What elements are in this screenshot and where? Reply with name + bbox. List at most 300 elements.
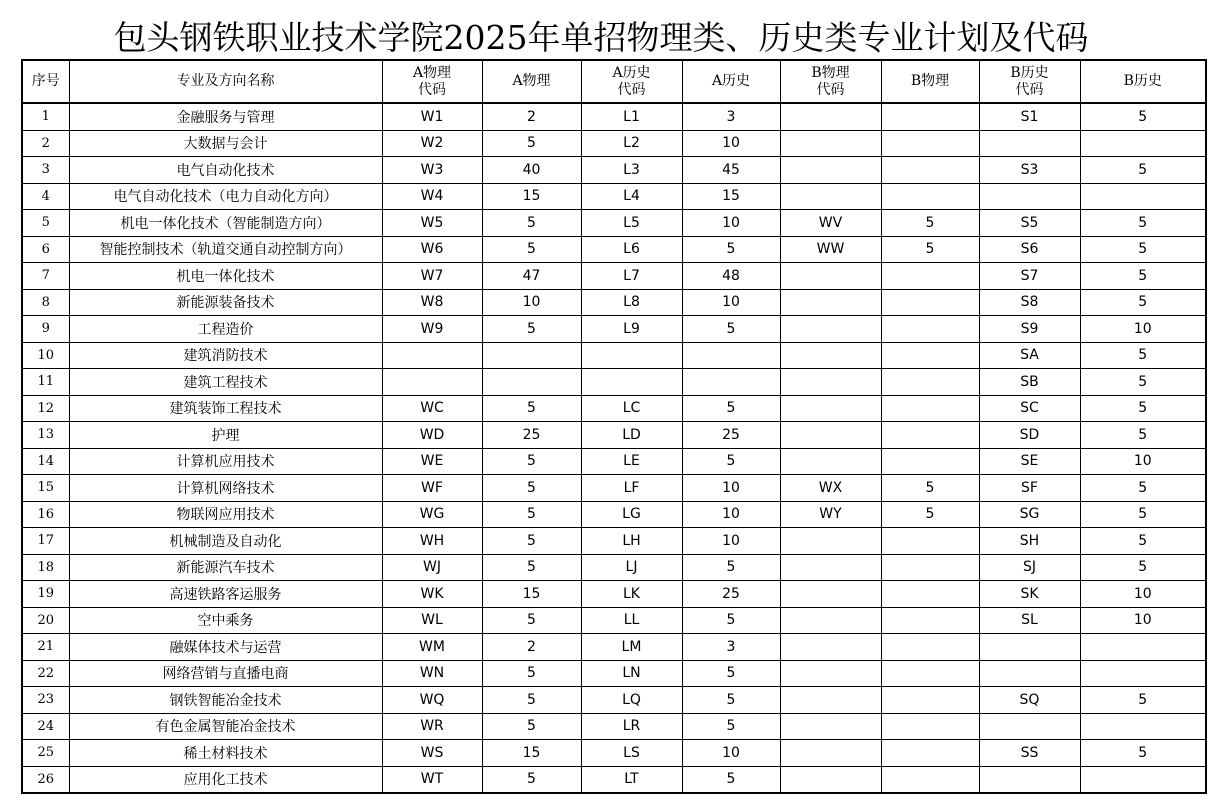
cell-b-history-code: SJ (979, 554, 1080, 581)
cell-index: 6 (22, 236, 69, 263)
cell-b-history-code: SB (979, 369, 1080, 396)
cell-a-physics-code (382, 369, 482, 396)
cell-a-physics-count: 5 (482, 687, 581, 714)
table-row (22, 634, 1206, 661)
cell-a-physics-count: 5 (482, 316, 581, 343)
cell-a-history-count: 5 (682, 713, 780, 740)
header-a-history-code (581, 60, 682, 103)
header-line: B历史 (1123, 73, 1162, 89)
cell-a-history-count: 10 (682, 528, 780, 555)
cell-major-name: 建筑工程技术 (69, 369, 382, 396)
cell-a-history-count: 3 (682, 103, 780, 130)
cell-index: 10 (22, 342, 69, 369)
cell-a-physics-code: WF (382, 475, 482, 502)
cell-major-name: 应用化工技术 (69, 766, 382, 793)
cell-index: 21 (22, 634, 69, 661)
cell-b-physics-code (780, 130, 881, 157)
cell-major-name: 电气自动化技术 (69, 157, 382, 184)
cell-a-physics-count (482, 369, 581, 396)
cell-b-physics-code (780, 607, 881, 634)
table-row (22, 342, 1206, 369)
cell-a-physics-count: 5 (482, 501, 581, 528)
cell-a-history-count: 5 (682, 766, 780, 793)
cell-index: 1 (22, 103, 69, 130)
cell-major-name: 融媒体技术与运营 (69, 634, 382, 661)
cell-index: 8 (22, 289, 69, 316)
cell-b-history-count: 10 (1080, 448, 1206, 475)
cell-a-physics-count: 5 (482, 713, 581, 740)
cell-b-history-code: S8 (979, 289, 1080, 316)
cell-index: 5 (22, 210, 69, 237)
cell-a-physics-count: 5 (482, 130, 581, 157)
cell-b-history-code: SF (979, 475, 1080, 502)
cell-index: 14 (22, 448, 69, 475)
cell-a-history-count: 25 (682, 581, 780, 608)
cell-a-physics-count: 5 (482, 607, 581, 634)
cell-a-physics-code: WL (382, 607, 482, 634)
cell-a-physics-code: W6 (382, 236, 482, 263)
table-row (22, 766, 1206, 793)
cell-b-physics-count (881, 634, 979, 661)
cell-a-physics-count: 25 (482, 422, 581, 449)
table-row (22, 395, 1206, 422)
cell-b-physics-count (881, 342, 979, 369)
cell-a-history-code: LG (581, 501, 682, 528)
cell-b-history-code (979, 660, 1080, 687)
cell-index: 4 (22, 183, 69, 210)
cell-b-physics-code (780, 634, 881, 661)
cell-a-history-count: 10 (682, 210, 780, 237)
cell-b-history-count (1080, 130, 1206, 157)
cell-b-physics-count (881, 316, 979, 343)
cell-index: 26 (22, 766, 69, 793)
table-row (22, 263, 1206, 290)
table-row (22, 448, 1206, 475)
cell-b-history-count: 5 (1080, 395, 1206, 422)
cell-major-name: 高速铁路客运服务 (69, 581, 382, 608)
table-row (22, 157, 1206, 184)
cell-a-physics-count: 5 (482, 660, 581, 687)
cell-a-history-code: L8 (581, 289, 682, 316)
cell-a-history-code: L9 (581, 316, 682, 343)
cell-b-history-count: 5 (1080, 103, 1206, 130)
cell-a-physics-count: 5 (482, 448, 581, 475)
cell-index: 9 (22, 316, 69, 343)
cell-a-history-count: 5 (682, 236, 780, 263)
cell-a-physics-code: W4 (382, 183, 482, 210)
cell-major-name: 物联网应用技术 (69, 501, 382, 528)
cell-b-history-code: S9 (979, 316, 1080, 343)
cell-a-physics-code: W5 (382, 210, 482, 237)
table-row (22, 210, 1206, 237)
cell-a-history-code: LH (581, 528, 682, 555)
cell-major-name: 金融服务与管理 (69, 103, 382, 130)
cell-b-history-count: 5 (1080, 740, 1206, 767)
cell-a-physics-code: WG (382, 501, 482, 528)
cell-b-physics-code (780, 740, 881, 767)
cell-a-history-count: 5 (682, 607, 780, 634)
header-line: 代码 (1015, 81, 1044, 98)
cell-a-physics-count: 5 (482, 554, 581, 581)
cell-a-history-code: L7 (581, 263, 682, 290)
cell-b-physics-code: WY (780, 501, 881, 528)
cell-a-physics-count (482, 342, 581, 369)
cell-b-history-code: SA (979, 342, 1080, 369)
cell-b-physics-code (780, 103, 881, 130)
header-line: B物理 (811, 64, 850, 81)
cell-b-physics-count (881, 581, 979, 608)
cell-b-physics-code: WV (780, 210, 881, 237)
cell-a-physics-code: WM (382, 634, 482, 661)
cell-a-physics-code: WR (382, 713, 482, 740)
table-row (22, 607, 1206, 634)
table-row (22, 289, 1206, 316)
cell-a-physics-code: W7 (382, 263, 482, 290)
header-b-physics-code (780, 60, 881, 103)
cell-a-history-count: 48 (682, 263, 780, 290)
cell-a-physics-count: 5 (482, 475, 581, 502)
table-row (22, 713, 1206, 740)
cell-b-history-count (1080, 183, 1206, 210)
cell-a-history-code: LD (581, 422, 682, 449)
cell-b-physics-code (780, 713, 881, 740)
cell-index: 11 (22, 369, 69, 396)
cell-a-history-code: L1 (581, 103, 682, 130)
cell-a-physics-code: WK (382, 581, 482, 608)
cell-a-history-code: LJ (581, 554, 682, 581)
cell-b-physics-count (881, 766, 979, 793)
cell-a-physics-count: 5 (482, 395, 581, 422)
cell-b-history-count (1080, 660, 1206, 687)
cell-major-name: 建筑消防技术 (69, 342, 382, 369)
cell-a-history-count: 5 (682, 395, 780, 422)
cell-a-history-count (682, 342, 780, 369)
cell-b-physics-code (780, 395, 881, 422)
cell-a-history-count: 3 (682, 634, 780, 661)
cell-b-history-code: SG (979, 501, 1080, 528)
header-index (22, 60, 69, 103)
header-b-history-code (979, 60, 1080, 103)
table-row (22, 554, 1206, 581)
cell-b-physics-count (881, 528, 979, 555)
cell-a-history-count: 10 (682, 740, 780, 767)
cell-index: 13 (22, 422, 69, 449)
header-line: 代码 (617, 81, 646, 98)
table-row (22, 528, 1206, 555)
cell-a-physics-count: 15 (482, 740, 581, 767)
table-row (22, 130, 1206, 157)
cell-index: 20 (22, 607, 69, 634)
cell-b-history-count: 5 (1080, 528, 1206, 555)
cell-a-physics-count: 10 (482, 289, 581, 316)
cell-a-history-code: LF (581, 475, 682, 502)
cell-b-history-code: SK (979, 581, 1080, 608)
cell-b-physics-count: 5 (881, 236, 979, 263)
cell-index: 3 (22, 157, 69, 184)
cell-a-physics-count: 40 (482, 157, 581, 184)
cell-b-history-count: 10 (1080, 581, 1206, 608)
cell-major-name: 有色金属智能冶金技术 (69, 713, 382, 740)
table-row (22, 660, 1206, 687)
cell-a-physics-code: WT (382, 766, 482, 793)
cell-a-history-code: L2 (581, 130, 682, 157)
cell-a-physics-count: 15 (482, 581, 581, 608)
cell-a-history-code: L6 (581, 236, 682, 263)
table-row (22, 422, 1206, 449)
cell-a-history-code: LR (581, 713, 682, 740)
cell-a-history-count: 15 (682, 183, 780, 210)
table-row (22, 316, 1206, 343)
cell-a-physics-count: 5 (482, 766, 581, 793)
cell-b-physics-count (881, 687, 979, 714)
cell-a-physics-code: WD (382, 422, 482, 449)
cell-b-physics-count (881, 103, 979, 130)
cell-a-history-code: LM (581, 634, 682, 661)
cell-b-physics-code (780, 342, 881, 369)
table-row (22, 475, 1206, 502)
cell-b-physics-code (780, 528, 881, 555)
header-line: 专业及方向名称 (176, 73, 275, 89)
cell-b-history-count: 10 (1080, 607, 1206, 634)
cell-index: 12 (22, 395, 69, 422)
header-line: 代码 (816, 81, 845, 98)
cell-a-physics-code (382, 342, 482, 369)
header-line: A历史 (711, 73, 751, 89)
cell-a-history-code: L3 (581, 157, 682, 184)
cell-b-physics-code (780, 157, 881, 184)
cell-major-name: 护理 (69, 422, 382, 449)
cell-a-physics-count: 5 (482, 528, 581, 555)
cell-major-name: 稀土材料技术 (69, 740, 382, 767)
cell-b-history-code (979, 130, 1080, 157)
cell-a-history-code: LQ (581, 687, 682, 714)
cell-major-name: 机电一体化技术（智能制造方向） (69, 210, 382, 237)
cell-a-history-code: L4 (581, 183, 682, 210)
cell-major-name: 大数据与会计 (69, 130, 382, 157)
cell-major-name: 钢铁智能冶金技术 (69, 687, 382, 714)
cell-b-history-count: 5 (1080, 210, 1206, 237)
cell-a-physics-count: 5 (482, 210, 581, 237)
table-row (22, 183, 1206, 210)
cell-b-physics-count (881, 448, 979, 475)
table-row (22, 501, 1206, 528)
cell-a-history-count: 10 (682, 475, 780, 502)
table-row (22, 103, 1206, 130)
cell-a-physics-count: 5 (482, 236, 581, 263)
enrollment-plan-table (21, 59, 1207, 794)
table-header-row (22, 60, 1206, 103)
cell-b-history-code: SE (979, 448, 1080, 475)
cell-b-physics-code: WX (780, 475, 881, 502)
cell-index: 19 (22, 581, 69, 608)
cell-b-history-count (1080, 766, 1206, 793)
table-row (22, 369, 1206, 396)
cell-a-history-code: LL (581, 607, 682, 634)
table-body (22, 103, 1206, 793)
cell-b-history-code: S3 (979, 157, 1080, 184)
cell-major-name: 电气自动化技术（电力自动化方向） (69, 183, 382, 210)
cell-b-history-code: S5 (979, 210, 1080, 237)
header-b-history-count (1080, 60, 1206, 103)
cell-b-history-code: SQ (979, 687, 1080, 714)
cell-index: 24 (22, 713, 69, 740)
cell-a-physics-count: 2 (482, 634, 581, 661)
header-a-physics-count (482, 60, 581, 103)
cell-b-physics-count (881, 157, 979, 184)
page-title: 包头钢铁职业技术学院2025年单招物理类、历史类专业计划及代码 (113, 18, 1089, 57)
cell-b-history-count: 5 (1080, 342, 1206, 369)
cell-b-physics-code (780, 422, 881, 449)
cell-b-history-count: 5 (1080, 289, 1206, 316)
cell-b-history-count (1080, 634, 1206, 661)
cell-index: 23 (22, 687, 69, 714)
cell-a-physics-code: W9 (382, 316, 482, 343)
cell-a-history-code: LE (581, 448, 682, 475)
header-b-physics-count (881, 60, 979, 103)
header-line: A物理 (512, 73, 551, 89)
cell-b-physics-code: WW (780, 236, 881, 263)
table-row (22, 740, 1206, 767)
header-line: A物理 (412, 64, 452, 81)
cell-b-physics-count (881, 130, 979, 157)
cell-a-physics-code: WN (382, 660, 482, 687)
cell-major-name: 新能源装备技术 (69, 289, 382, 316)
cell-b-physics-code (780, 316, 881, 343)
table-row (22, 581, 1206, 608)
cell-a-history-count: 5 (682, 448, 780, 475)
cell-b-physics-code (780, 369, 881, 396)
header-line: B历史 (1010, 64, 1049, 81)
cell-index: 22 (22, 660, 69, 687)
cell-index: 17 (22, 528, 69, 555)
cell-b-history-code (979, 713, 1080, 740)
cell-b-history-code (979, 634, 1080, 661)
cell-b-history-count: 5 (1080, 422, 1206, 449)
cell-b-physics-count (881, 289, 979, 316)
cell-b-history-count: 5 (1080, 501, 1206, 528)
cell-a-history-code (581, 342, 682, 369)
table-row (22, 687, 1206, 714)
cell-b-history-code: SL (979, 607, 1080, 634)
cell-major-name: 智能控制技术（轨道交通自动控制方向） (69, 236, 382, 263)
cell-b-physics-code (780, 554, 881, 581)
cell-b-physics-count (881, 422, 979, 449)
cell-b-history-code: SC (979, 395, 1080, 422)
cell-major-name: 空中乘务 (69, 607, 382, 634)
cell-a-history-count: 10 (682, 289, 780, 316)
cell-a-history-count: 5 (682, 554, 780, 581)
cell-a-history-count: 5 (682, 316, 780, 343)
cell-a-physics-code: WC (382, 395, 482, 422)
cell-b-history-code: S1 (979, 103, 1080, 130)
cell-b-history-count: 5 (1080, 475, 1206, 502)
cell-b-history-count (1080, 713, 1206, 740)
cell-a-history-count: 25 (682, 422, 780, 449)
header-major-name (69, 60, 382, 103)
cell-a-physics-code: WS (382, 740, 482, 767)
cell-a-physics-code: W3 (382, 157, 482, 184)
cell-b-physics-count (881, 369, 979, 396)
cell-major-name: 工程造价 (69, 316, 382, 343)
cell-b-physics-code (780, 687, 881, 714)
cell-a-physics-code: W2 (382, 130, 482, 157)
cell-a-physics-code: WJ (382, 554, 482, 581)
cell-a-history-code: LN (581, 660, 682, 687)
cell-b-physics-count (881, 740, 979, 767)
cell-b-physics-count (881, 183, 979, 210)
cell-b-physics-code (780, 660, 881, 687)
cell-b-physics-code (780, 766, 881, 793)
cell-index: 15 (22, 475, 69, 502)
cell-b-physics-code (780, 448, 881, 475)
cell-b-physics-count (881, 395, 979, 422)
cell-b-history-count: 5 (1080, 369, 1206, 396)
cell-b-history-code: SD (979, 422, 1080, 449)
cell-b-history-code: SS (979, 740, 1080, 767)
cell-a-history-code: LK (581, 581, 682, 608)
cell-b-physics-count: 5 (881, 210, 979, 237)
cell-b-physics-code (780, 581, 881, 608)
cell-b-history-code (979, 183, 1080, 210)
cell-b-physics-count (881, 263, 979, 290)
table-row (22, 236, 1206, 263)
cell-major-name: 机械制造及自动化 (69, 528, 382, 555)
cell-b-physics-code (780, 289, 881, 316)
cell-index: 18 (22, 554, 69, 581)
cell-major-name: 计算机网络技术 (69, 475, 382, 502)
header-a-physics-code (382, 60, 482, 103)
cell-a-history-count: 10 (682, 130, 780, 157)
cell-a-physics-code: WQ (382, 687, 482, 714)
cell-b-physics-count (881, 554, 979, 581)
cell-index: 2 (22, 130, 69, 157)
cell-b-history-count: 5 (1080, 263, 1206, 290)
cell-a-history-count: 10 (682, 501, 780, 528)
cell-b-physics-count (881, 607, 979, 634)
cell-b-history-count: 5 (1080, 236, 1206, 263)
cell-b-physics-count (881, 660, 979, 687)
cell-a-history-count: 5 (682, 660, 780, 687)
cell-a-physics-code: W8 (382, 289, 482, 316)
cell-b-history-code: SH (979, 528, 1080, 555)
header-line: 序号 (31, 73, 60, 89)
cell-major-name: 计算机应用技术 (69, 448, 382, 475)
cell-major-name: 新能源汽车技术 (69, 554, 382, 581)
cell-b-history-count: 5 (1080, 157, 1206, 184)
cell-a-history-count: 45 (682, 157, 780, 184)
cell-a-physics-code: WH (382, 528, 482, 555)
header-line: 代码 (418, 81, 446, 98)
cell-a-history-code: LT (581, 766, 682, 793)
cell-a-physics-count: 2 (482, 103, 581, 130)
cell-index: 25 (22, 740, 69, 767)
cell-b-history-code (979, 766, 1080, 793)
header-line: B物理 (910, 73, 950, 89)
cell-a-history-code: L5 (581, 210, 682, 237)
cell-b-physics-code (780, 183, 881, 210)
cell-b-history-code: S7 (979, 263, 1080, 290)
cell-a-physics-count: 47 (482, 263, 581, 290)
cell-b-history-code: S6 (979, 236, 1080, 263)
cell-b-physics-count (881, 713, 979, 740)
cell-major-name: 网络营销与直播电商 (69, 660, 382, 687)
header-a-history-count (682, 60, 780, 103)
header-line: A历史 (612, 64, 651, 81)
cell-index: 7 (22, 263, 69, 290)
cell-a-physics-count: 15 (482, 183, 581, 210)
cell-a-history-code: LC (581, 395, 682, 422)
cell-a-history-count (682, 369, 780, 396)
